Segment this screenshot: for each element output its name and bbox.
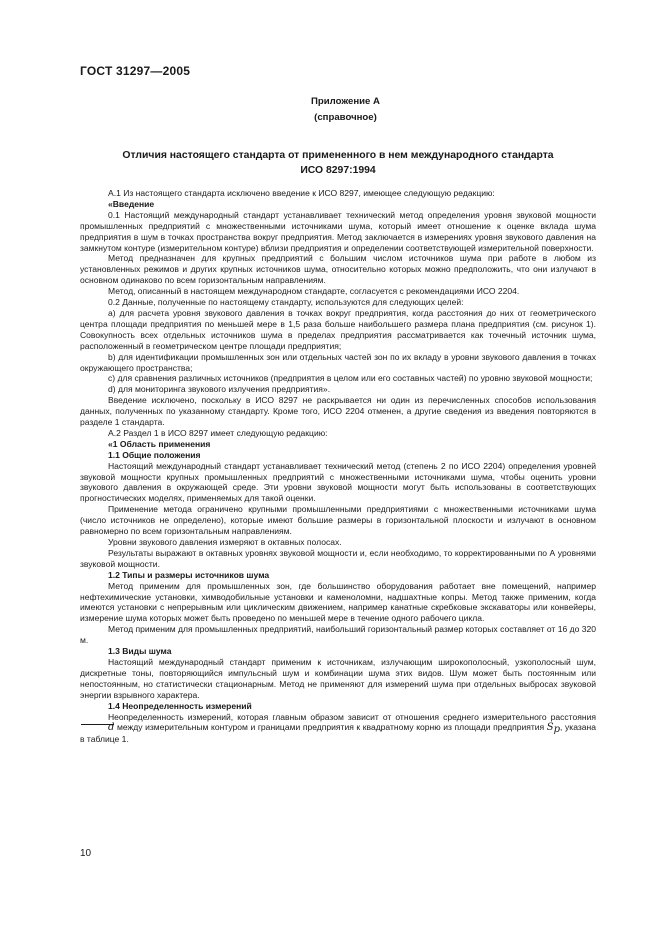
list-item: а) для расчета уровня звукового давления в точках вокруг предприятия, когда расстояния до них от геометрического центра площади предприятия по меньшей мере в 1,5 раза больше наибольшего размера плана предприятия (см. рисунок 1). Совокупность всех отдельных источников шума в пределах предприятия рассматривается как точечный источник шума, расположенный в геометрическом центре площади предприятия; <box>80 307 596 351</box>
subsection-heading: 1.3 Виды шума <box>108 646 172 657</box>
paragraph: 0.2 Данные, полученные по настоящему стандарту, используются для следующих целей: <box>108 297 464 308</box>
paragraph: А.2 Раздел 1 в ИСО 8297 имеет следующую редакцию: <box>108 427 328 438</box>
annex-title <box>80 148 596 178</box>
paragraph: Метод применим для промышленных зон, где большинство оборудования работает вне помещений, например нефтехимические установки, химводобильные установки и каменоломни, надшахтные копры. Метод также применим, когда имеются установки с непрерывным или циклическим движением, например канатные скребковые экскаваторы или конвейеры, измерение шума которых может быть проведено по меньшей мере в течение одного рабочего цикла. <box>80 580 596 624</box>
subsection-heading: 1.2 Типы и размеры источников шума <box>108 569 270 580</box>
paragraph: Настоящий международный стандарт устанавливает технический метод (степень 2 по ИСО 2204) определения уровней звуковой мощности крупных промышленных предприятий с множественными источниками шума, чтобы оценить уровни звукового давления в окружающей среде. Эти уровни звуковой мощности могут быть использованы в соответствующих прогностических моделях, применяемых для такой оценки. <box>80 460 596 504</box>
text-run: , указана в таблице 1. <box>80 722 597 745</box>
paragraph: Метод применим для промышленных предприятий, наибольший горизонтальный размер которых составляет от 16 до 320 м. <box>80 624 596 646</box>
paragraph: А.1 Из настоящего стандарта исключено введение к ИСО 8297, имеющее следующую редакцию: <box>108 188 495 198</box>
text-run: между измерительным контуром и границами предприятия к квадратному корню из площади предприятия <box>117 722 545 733</box>
list-item: d) для мониторинга звукового излучения предприятия». <box>108 384 331 395</box>
text-run: Неопределенность измерений, которая главным образом зависит от отношения среднего измерительного расстояния <box>108 711 596 722</box>
paragraph: 0.1 Настоящий международный стандарт устанавливает технический метод определения уровня звуковой мощности промышленных предприятий с множественными источниками шума, который имеет отношение к оценке вклада шума предприятия в шум в точках пространства вокруг предприятия. Метод заключается в измерениях уровня звукового давления на замкнутом контуре (измерительном контуре) вблизи предприятия и определении соответствующей измерительной поверхности. <box>80 209 596 253</box>
paragraph: Метод, описанный в настоящем международном стандарте, согласуется с рекомендациями ИСО 2204. <box>108 286 520 297</box>
paragraph <box>80 712 596 746</box>
mean-distance-symbol: d <box>80 723 114 734</box>
subsection-heading: 1.4 Неопределенность измерений <box>108 700 252 711</box>
annex-type: (справочное) <box>314 112 377 123</box>
document-body <box>80 188 596 745</box>
area-subscript: p <box>553 724 561 736</box>
annex-label: Приложение А <box>311 96 380 107</box>
annex-heading <box>0 94 661 126</box>
paragraph: Применение метода ограничено крупными промышленными предприятиями с множественными источниками шума (число источников не определено), которые имеют большие размеры в горизонтальной плоскости и излучают в основном равномерно по всем горизонтальным направлениям. <box>80 504 596 537</box>
section-heading: «1 Область применения <box>108 438 211 449</box>
list-item: b) для идентификации промышленных зон или отдельных частей зон по их вкладу в уровни звукового давления в точках окружающего пространства; <box>80 351 596 373</box>
document-header: ГОСТ 31297—2005 <box>80 64 191 78</box>
area-symbol: S <box>546 722 554 734</box>
paragraph: Метод предназначен для крупных предприятий с большим числом источников шума при работе в любом из установленных режимов и других крупных источников шума, относительно которых можно предположить, что они излучают в основном одинаково по всем горизонтальным направлениям. <box>80 253 596 286</box>
section-heading: «Введение <box>108 198 155 209</box>
paragraph: Результаты выражают в октавных уровнях звуковой мощности и, если необходимо, то корректированными по А уровнями звуковой мощности. <box>80 547 596 569</box>
paragraph: Уровни звукового давления измеряют в октавных полосах. <box>108 537 342 547</box>
annex-title-line-1: Отличия настоящего стандарта от примененного в нем международного стандарта <box>122 150 554 161</box>
subsection-heading: 1.1 Общие положения <box>108 449 201 460</box>
paragraph: Введение исключено, поскольку в ИСО 8297 не раскрывается ни один из перечисленных способов использования данных, полученных по указанному стандарту. Кроме того, ИСО 2204 отменен, а другие сведения из введения повторяются в разделе 1 стандарта. <box>80 395 596 428</box>
list-item: с) для сравнения различных источников (предприятия в целом или его составных частей) по уровню звуковой мощности; <box>108 373 593 384</box>
paragraph: Настоящий международный стандарт применим к источникам, излучающим широкополосный, узкополосный шум, дискретные тоны, повторяющийся импульсный шум и комбинации шума этих видов. Шум может быть постоянным или непостоянным, но статистически стационарным. Метод не применяют для измерений шума при отдельных выбросах звуковой энергии взрывного характера. <box>80 656 596 700</box>
page-number: 10 <box>80 848 92 859</box>
annex-title-line-2: ИСО 8297:1994 <box>300 165 376 176</box>
